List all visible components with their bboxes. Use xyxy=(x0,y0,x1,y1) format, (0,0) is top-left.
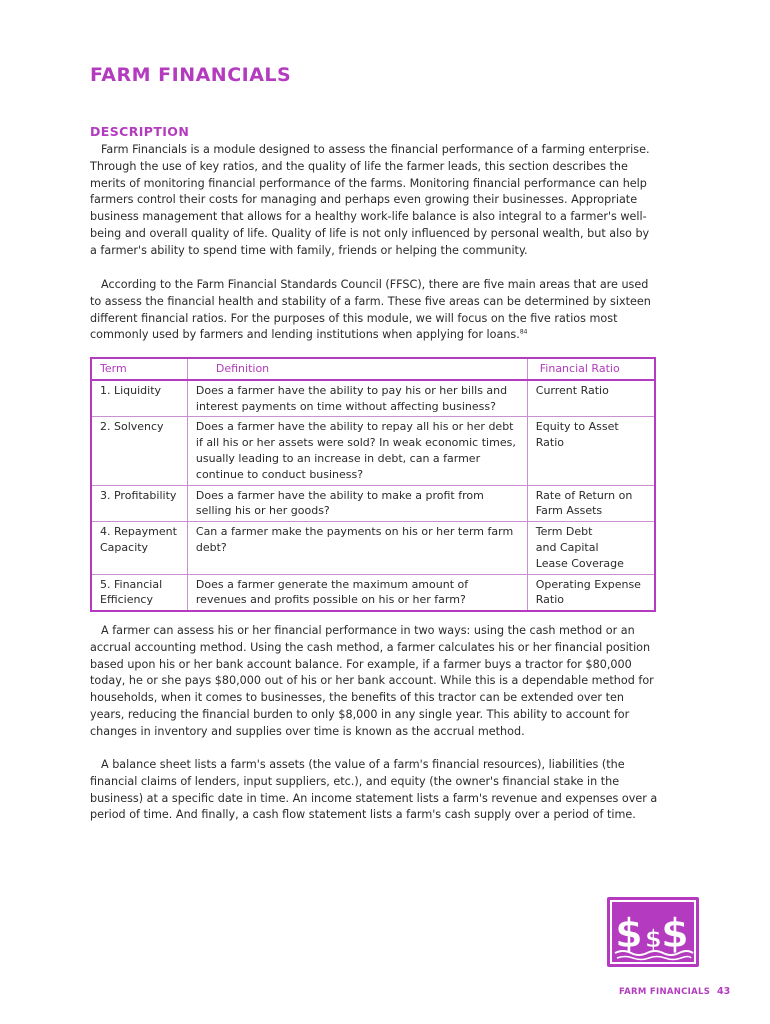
term-cell: 3. Profitability xyxy=(91,485,187,522)
definition-cell: Does a farmer have the ability to make a profit from selling his or her goods? xyxy=(187,485,527,522)
page-number: 43 xyxy=(717,986,731,997)
ratio-cell: Term Debt and Capital Lease Coverage xyxy=(527,522,655,574)
term-cell: 2. Solvency xyxy=(91,417,187,485)
table-header-row xyxy=(91,358,655,380)
ratio-cell: Current Ratio xyxy=(527,380,655,417)
definition-cell: Can a farmer make the payments on his or her term farm debt? xyxy=(187,522,527,574)
paragraph-statements: A balance sheet lists a farm's assets (the value of a farm's financial resources), liabilities (the financial claims of lenders, input suppliers, etc.), and equity (the owner's financial stake in the business) at a specific date in time. An income statement lists a farm's revenue and expenses over a period of time. And finally, a cash flow statement lists a farm's cash supply over a period of time. xyxy=(90,758,658,822)
table-row xyxy=(91,380,655,417)
financial-ratio-table xyxy=(90,357,656,612)
footer-section-label: FARM FINANCIALS xyxy=(619,987,711,997)
term-cell: 1. Liquidity xyxy=(100,383,162,397)
header-definition: Definition xyxy=(187,358,527,380)
header-term: Term xyxy=(91,358,187,380)
paragraph-ffsc xyxy=(90,277,658,344)
svg-text:$: $ xyxy=(645,925,662,953)
ratio-cell: Operating Expense Ratio xyxy=(527,574,655,611)
term-cell: 5. Financial Efficiency xyxy=(91,574,187,611)
section-heading: DESCRIPTION xyxy=(90,124,190,139)
page-title: FARM FINANCIALS xyxy=(90,64,292,86)
paragraph-intro: Farm Financials is a module designed to assess the financial performance of a farming enterprise. Through the use of key ratios, and the quality of life the farmer leads, this section describes the merits of monitoring financial performance of the farms. Monitoring financial performance can help farmers control their costs for managing and perhaps even growing their businesses. Appropriate business management that allows for a healthy work-life balance is also integral to a farmer's well-being and overall quality of life. Quality of life is not only influenced by personal wealth, but also by a farmer's ability to spend time with family, friends or helping the community. xyxy=(90,143,650,257)
dollar-signs-graphic xyxy=(607,897,699,967)
paragraph-ffsc-text: According to the Farm Financial Standards Council (FFSC), there are five main areas that are used to assess the financial health and stability of a farm. These five areas can be determined by sixteen different financial ratios. For the purposes of this module, we will focus on the five ratios most commonly used by farmers and lending institutions when applying for loans. xyxy=(90,278,651,342)
header-financial-ratio: Financial Ratio xyxy=(527,358,655,380)
table-row xyxy=(91,574,655,611)
ratio-cell: Rate of Return on Farm Assets xyxy=(527,485,655,522)
term-cell: 4. Repayment Capacity xyxy=(91,522,187,574)
dollar-signs-icon xyxy=(607,897,699,967)
svg-text:$: $ xyxy=(661,911,689,957)
paragraph-accounting-methods: A farmer can assess his or her financial performance in two ways: using the cash method or an accrual accounting method. Using the cash method, a farmer calculates his or her financial position based upon his or her bank account balance. For example, if a farmer buys a tractor for $80,000 today, he or she pays $80,000 out of his or her bank account. While this is a dependable method for households, when it comes to businesses, the benefits of this tractor can be extended over ten years, reducing the financial burden to only $8,000 in any single year. This ability to account for changes in inventory and supplies over time is known as the accrual method. xyxy=(90,624,654,738)
table-row xyxy=(91,522,655,574)
table-row xyxy=(91,417,655,485)
ratio-cell: Equity to Asset Ratio xyxy=(527,417,655,485)
table-row xyxy=(91,485,655,522)
footnote-marker: 84 xyxy=(519,328,528,336)
definition-cell: Does a farmer generate the maximum amount of revenues and profits possible on his or her farm? xyxy=(187,574,527,611)
definition-cell: Does a farmer have the ability to repay all his or her debt if all his or her assets were sold? In weak economic times, usually leading to an increase in debt, can a farmer continue to conduct business? xyxy=(187,417,527,485)
svg-text:$: $ xyxy=(615,911,643,957)
definition-cell: Does a farmer have the ability to pay his or her bills and interest payments on time without affecting business? xyxy=(187,380,527,417)
